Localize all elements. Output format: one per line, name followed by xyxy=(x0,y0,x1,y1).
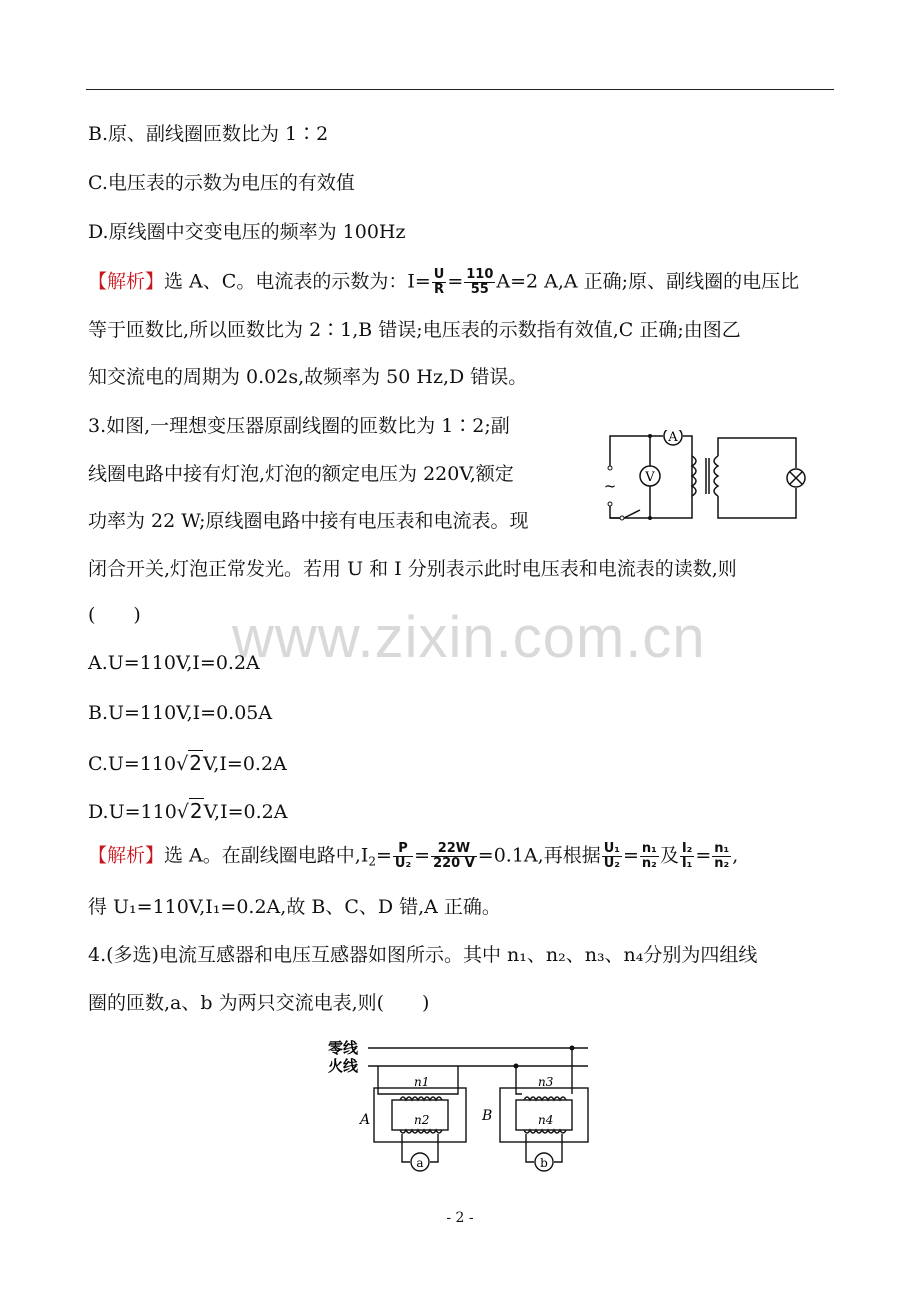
fraction-u1-u2: $\frac{\text{U₁}}{\text{U₂}}$ xyxy=(603,841,620,871)
option-3d: D.U=110√2V,I=0.2A xyxy=(88,799,288,823)
meter-a-label: a xyxy=(416,1156,424,1170)
answer-2-line-3: 知交流电的周期为 0.02s,故频率为 50 Hz,D 错误。 xyxy=(88,366,528,388)
question-3-line-3: 功率为 22 W;原线圈电路中接有电压表和电流表。现 xyxy=(88,510,529,532)
page-number: - 2 - xyxy=(446,1210,474,1226)
answer-3-line-2: 得 U₁=110V,I₁=0.2A,故 B、C、D 错,A 正确。 xyxy=(88,896,501,918)
answer-2-line-2: 等于匝数比,所以匝数比为 2∶1,B 错误;电压表的示数指有效值,C 正确;由图乙 xyxy=(88,319,741,341)
analysis-tag: 【解析】 xyxy=(88,270,165,293)
n3-label: n3 xyxy=(538,1075,554,1089)
neutral-line-label: 零线 xyxy=(328,1039,359,1057)
n4-label: n4 xyxy=(538,1113,554,1127)
fraction-p-u2: $\frac{P}{\text{U₂}}$ xyxy=(394,841,412,871)
live-line-label: 火线 xyxy=(328,1057,359,1075)
option-d: D.原线圈中交变电压的频率为 100Hz xyxy=(88,221,406,243)
sqrt-two: √2 xyxy=(176,751,202,775)
question-3-line-1: 3.如图,一理想变压器原副线圈的匝数比为 1∶2;副 xyxy=(88,415,510,437)
fraction-u-r: $\frac{U}{R}$ xyxy=(433,267,445,297)
transformer-a-label: A xyxy=(360,1112,371,1128)
option-b: B.原、副线圈匝数比为 1∶2 xyxy=(88,123,329,145)
answer-3-line-1: 【解析】选 A。在副线圈电路中$,I_2=$ $\frac{P}{\text{U₂}}$ = $\frac{22W}{220 V}$ =0.1A,再根据 $\frac{\text{U₁}}{\text{U₂}}$ = $\frac{\text{n₁}}{\text{n₂}}$ 及 $\frac{\text{I₂}}{\text{I₁}}$ = $\frac{\text{n₁}}{\text{n₂}}$ , xyxy=(88,841,739,871)
transformer-figure xyxy=(326,1034,596,1184)
meter-b-label: b xyxy=(540,1156,548,1170)
fraction-110-55: $\frac{110}{55}$ xyxy=(466,267,494,297)
question-3-blank: ( ) xyxy=(88,604,141,626)
ammeter-label: A xyxy=(668,430,678,445)
analysis-tag: 【解析】 xyxy=(88,844,165,867)
header-rule xyxy=(86,89,834,90)
fraction-i2-i1: $\frac{\text{I₂}}{\text{I₁}}$ xyxy=(681,841,693,871)
question-4-line-2: 圈的匝数,a、b 为两只交流电表,则( ) xyxy=(88,992,430,1014)
option-3b: B.U=110V,I=0.05A xyxy=(88,702,273,724)
n1-label: n1 xyxy=(414,1075,430,1089)
option-3a: A.U=110V,I=0.2A xyxy=(88,652,260,674)
answer-2-line-1: 【解析】选 A、C。电流表的示数为：I= $\frac{U}{R}$ = $\frac{110}{55}$ A=2 A,A 正确;原、副线圈的电压比 xyxy=(88,267,800,297)
transformer-b-label: B xyxy=(482,1108,493,1124)
option-3c: C.U=110√2V,I=0.2A xyxy=(88,751,287,775)
sqrt-two: √2 xyxy=(176,799,203,823)
fraction-22w-220v: $\frac{22W}{220 V}$ xyxy=(433,841,475,871)
option-c: C.电压表的示数为电压的有效值 xyxy=(88,172,355,194)
ac-source-icon: ~ xyxy=(603,477,617,495)
n2-label: n2 xyxy=(414,1113,430,1127)
question-3-line-4: 闭合开关,灯泡正常发光。若用 U 和 I 分别表示此时电压表和电流表的读数,则 xyxy=(88,558,737,580)
question-3-line-2: 线圈电路中接有灯泡,灯泡的额定电压为 220V,额定 xyxy=(88,463,514,485)
fraction-n1-n2: $\frac{\text{n₁}}{\text{n₂}}$ xyxy=(641,841,657,871)
fraction-n1-n2-b: $\frac{\text{n₁}}{\text{n₂}}$ xyxy=(714,841,730,871)
watermark: www.zixin.com.cn xyxy=(232,605,706,670)
question-4-line-1: 4.(多选)电流互感器和电压互感器如图所示。其中 n₁、n₂、n₃、n₄分别为四组线 xyxy=(88,944,758,966)
voltmeter-label: V xyxy=(645,470,655,485)
transformer-circuit-diagram xyxy=(596,430,836,530)
